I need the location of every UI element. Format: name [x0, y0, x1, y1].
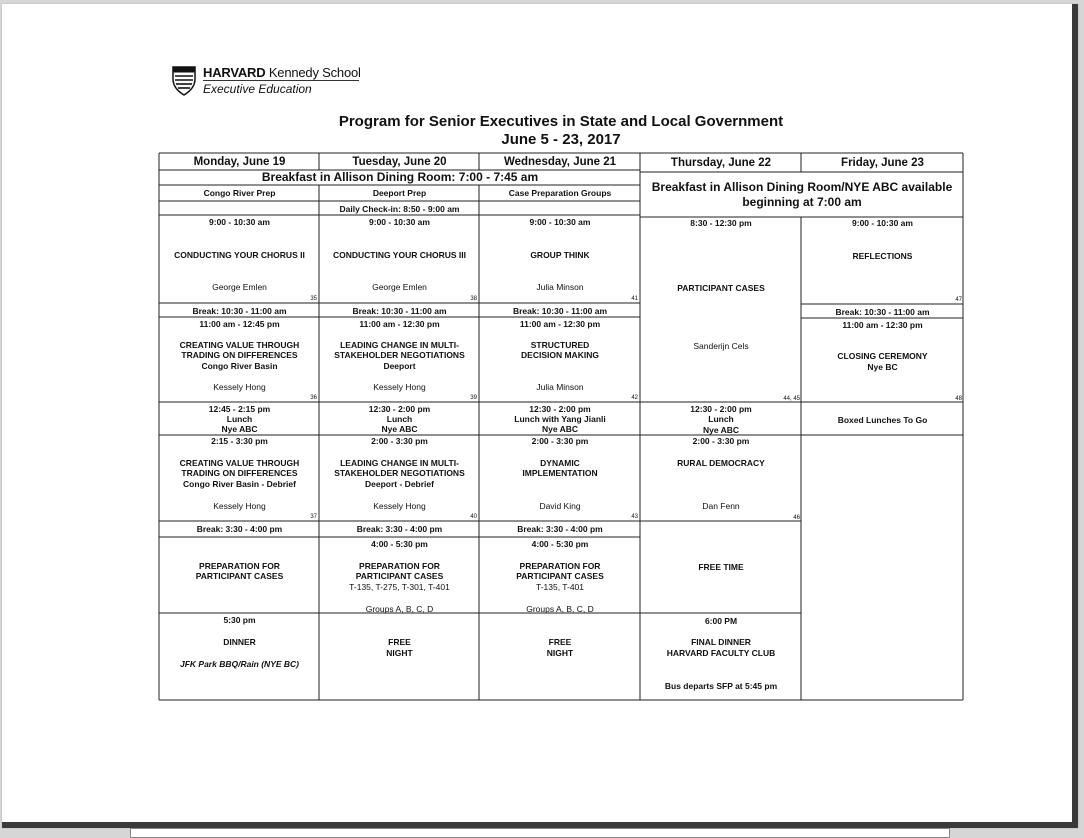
logo-name: HARVARD Kennedy School — [203, 65, 361, 80]
thu-session1-title: PARTICIPANT CASES — [677, 283, 765, 293]
day-header-monday: Monday, June 19 — [193, 156, 286, 168]
mon-session2-title2: TRADING ON DIFFERENCES — [181, 350, 298, 360]
mon-session2-faculty: Kessely Hong — [213, 382, 266, 392]
fri-session1-number: 47 — [955, 297, 962, 303]
daily-check-in: Daily Check-in: 8:50 - 9:00 am — [339, 204, 460, 214]
mon-break2: Break: 3:30 - 4:00 pm — [196, 524, 283, 534]
wed-session3-time: 2:00 - 3:30 pm — [531, 436, 589, 446]
prep-wednesday: Case Preparation Groups — [508, 188, 612, 198]
tue-session2-title2: STAKEHOLDER NEGOTIATIONS — [334, 350, 465, 360]
mon-session3-room: Congo River Basin - Debrief — [183, 479, 296, 489]
thu-lunch-room: Nye ABC — [702, 425, 740, 435]
fri-session1-title: REFLECTIONS — [852, 251, 913, 261]
mon-session3-time: 2:15 - 3:30 pm — [211, 436, 268, 446]
wed-prep-time: 4:00 - 5:30 pm — [531, 539, 589, 549]
fri-session2-title2: Nye BC — [867, 362, 898, 372]
mon-lunch-room: Nye ABC — [221, 424, 258, 434]
thu-session1-faculty: Sanderijn Cels — [693, 341, 749, 351]
tue-session1-number: 38 — [470, 296, 477, 302]
thu-free-time: FREE TIME — [698, 562, 744, 572]
mon-dinner-label: DINNER — [223, 637, 256, 647]
tue-break1: Break: 10:30 - 11:00 am — [352, 306, 447, 316]
tue-session1-title: CONDUCTING YOUR CHORUS III — [332, 250, 467, 260]
mon-session1-number: 35 — [310, 296, 317, 302]
wed-break2: Break: 3:30 - 4:00 pm — [517, 524, 603, 534]
wed-session2-time: 11:00 am - 12:30 pm — [519, 319, 601, 329]
mon-session2-number: 36 — [310, 395, 317, 401]
mon-lunch-label: Lunch — [226, 414, 253, 424]
tue-break2: Break: 3:30 - 4:00 pm — [356, 524, 443, 534]
tue-session2-title1: LEADING CHANGE IN MULTI- — [340, 340, 459, 350]
mon-session3-faculty: Kessely Hong — [213, 501, 266, 511]
thu-session3-faculty: Dan Fenn — [702, 501, 740, 511]
thu-lunch-time: 12:30 - 2:00 pm — [690, 404, 752, 414]
wed-prep-line2: PARTICIPANT CASES — [516, 571, 604, 581]
fri-session2-number: 48 — [955, 396, 962, 402]
fri-break1: Break: 10:30 - 11:00 am — [835, 307, 930, 317]
prep-monday: Congo River Prep — [203, 188, 276, 198]
thu-session1-number: 44, 45 — [783, 396, 800, 402]
tue-lunch-label: Lunch — [386, 414, 413, 424]
logo-unit: Executive Education — [203, 82, 312, 96]
tue-prep-groups: Groups A, B, C, D — [365, 604, 434, 614]
wed-session3-number: 43 — [631, 514, 638, 520]
mon-session2-time: 11:00 am - 12:45 pm — [199, 319, 280, 329]
fri-session2-title1: CLOSING CEREMONY — [837, 351, 928, 361]
fri-session1-time: 9:00 - 10:30 am — [852, 218, 913, 228]
wed-session3-title1: DYNAMIC — [540, 458, 580, 468]
day-header-friday: Friday, June 23 — [841, 157, 924, 169]
mon-lunch-time: 12:45 - 2:15 pm — [208, 404, 271, 414]
mon-dinner-location: JFK Park BBQ/Rain (NYE BC) — [179, 659, 300, 669]
tue-session3-room: Deeport - Debrief — [365, 479, 434, 489]
thu-session3-number: 46 — [793, 515, 800, 521]
thu-dinner-line1: FINAL DINNER — [691, 637, 751, 647]
tue-session3-faculty: Kessely Hong — [373, 501, 426, 511]
mon-break1: Break: 10:30 - 11:00 am — [192, 306, 287, 316]
thu-session3-time: 2:00 - 3:30 pm — [692, 436, 750, 446]
wed-lunch-label: Lunch with Yang Jianli — [514, 414, 606, 424]
tue-session1-faculty: George Emlen — [372, 282, 427, 292]
thu-session1-time: 8:30 - 12:30 pm — [690, 218, 752, 228]
wed-free-line1: FREE — [548, 637, 572, 647]
wed-session1-title: GROUP THINK — [530, 250, 590, 260]
wed-session2-title1: STRUCTURED — [530, 340, 590, 350]
wed-prep-groups: Groups A, B, C, D — [526, 604, 594, 614]
mon-session3-title1: CREATING VALUE THROUGH — [179, 458, 300, 468]
wed-session2-title2: DECISION MAKING — [521, 350, 599, 360]
tue-session2-room: Deeport — [383, 361, 416, 371]
wed-lunch-time: 12:30 - 2:00 pm — [529, 404, 591, 414]
next-page-edge — [130, 828, 950, 838]
mon-prep-line2: PARTICIPANT CASES — [195, 571, 284, 581]
wed-prep-line1: PREPARATION FOR — [519, 561, 601, 571]
tue-session2-number: 39 — [470, 395, 477, 401]
tue-prep-line2: PARTICIPANT CASES — [355, 571, 444, 581]
thu-session3-title: RURAL DEMOCRACY — [677, 458, 765, 468]
mon-session2-title1: CREATING VALUE THROUGH — [179, 340, 300, 350]
thu-dinner-time: 6:00 PM — [704, 616, 738, 626]
mon-prep-line1: PREPARATION FOR — [199, 561, 280, 571]
tue-lunch-room: Nye ABC — [381, 424, 418, 434]
tue-prep-line1: PREPARATION FOR — [359, 561, 440, 571]
mon-session3-number: 37 — [310, 514, 317, 520]
tue-session3-title2: STAKEHOLDER NEGOTIATIONS — [334, 468, 465, 478]
mon-session1-faculty: George Emlen — [212, 282, 267, 292]
mon-session1-title: CONDUCTING YOUR CHORUS II — [174, 250, 305, 260]
tue-free-line1: FREE — [388, 637, 411, 647]
tue-free-line2: NIGHT — [386, 648, 413, 658]
mon-session2-room: Congo River Basin — [201, 361, 278, 371]
fri-session2-time: 11:00 am - 12:30 pm — [842, 320, 923, 330]
wed-lunch-room: Nye ABC — [541, 424, 579, 434]
program-title: Program for Senior Executives in State and Local Government — [338, 113, 784, 130]
wed-session1-time: 9:00 - 10:30 am — [529, 217, 591, 227]
mon-dinner-time: 5:30 pm — [223, 615, 256, 625]
tue-prep-time: 4:00 - 5:30 pm — [371, 539, 428, 549]
harvard-shield-icon — [172, 66, 196, 96]
breakfast-thu-fri: Breakfast in Allison Dining Room/NYE ABC available beginning at 7:00 am — [651, 180, 953, 209]
mon-session3-title2: TRADING ON DIFFERENCES — [181, 468, 298, 478]
tue-session2-faculty: Kessely Hong — [373, 382, 426, 392]
thu-lunch-label: Lunch — [708, 414, 734, 424]
fri-boxed-lunch: Boxed Lunches To Go — [837, 415, 928, 425]
day-header-wednesday: Wednesday, June 21 — [503, 156, 617, 168]
tue-session1-time: 9:00 - 10:30 am — [369, 217, 430, 227]
wed-session3-faculty: David King — [539, 501, 581, 511]
program-dates: June 5 - 23, 2017 — [501, 131, 621, 148]
wed-session2-faculty: Julia Minson — [536, 382, 584, 392]
day-header-tuesday: Tuesday, June 20 — [352, 156, 447, 168]
tue-lunch-time: 12:30 - 2:00 pm — [368, 404, 431, 414]
breakfast-mon-wed: Breakfast in Allison Dining Room: 7:00 - 7:45 am — [261, 170, 539, 184]
thu-bus-departure: Bus departs SFP at 5:45 pm — [664, 681, 778, 691]
day-header-thursday: Thursday, June 22 — [670, 157, 772, 169]
wed-session3-title2: IMPLEMENTATION — [522, 468, 598, 478]
wed-break1: Break: 10:30 - 11:00 am — [512, 306, 608, 316]
tue-prep-rooms: T-135, T-275, T-301, T-401 — [349, 582, 450, 592]
wed-prep-rooms: T-135, T-401 — [535, 582, 585, 592]
tue-session3-title1: LEADING CHANGE IN MULTI- — [340, 458, 459, 468]
wed-session2-number: 42 — [631, 395, 638, 401]
logo-divider — [203, 80, 359, 81]
prep-tuesday: Deeport Prep — [372, 188, 427, 198]
thu-dinner-line2: HARVARD FACULTY CLUB — [666, 648, 776, 658]
wed-free-line2: NIGHT — [546, 648, 574, 658]
tue-session2-time: 11:00 am - 12:30 pm — [359, 319, 440, 329]
wed-session1-number: 41 — [631, 296, 638, 302]
wed-session1-faculty: Julia Minson — [536, 282, 584, 292]
mon-session1-time: 9:00 - 10:30 am — [209, 217, 270, 227]
tue-session3-time: 2:00 - 3:30 pm — [371, 436, 428, 446]
tue-session3-number: 40 — [470, 514, 477, 520]
